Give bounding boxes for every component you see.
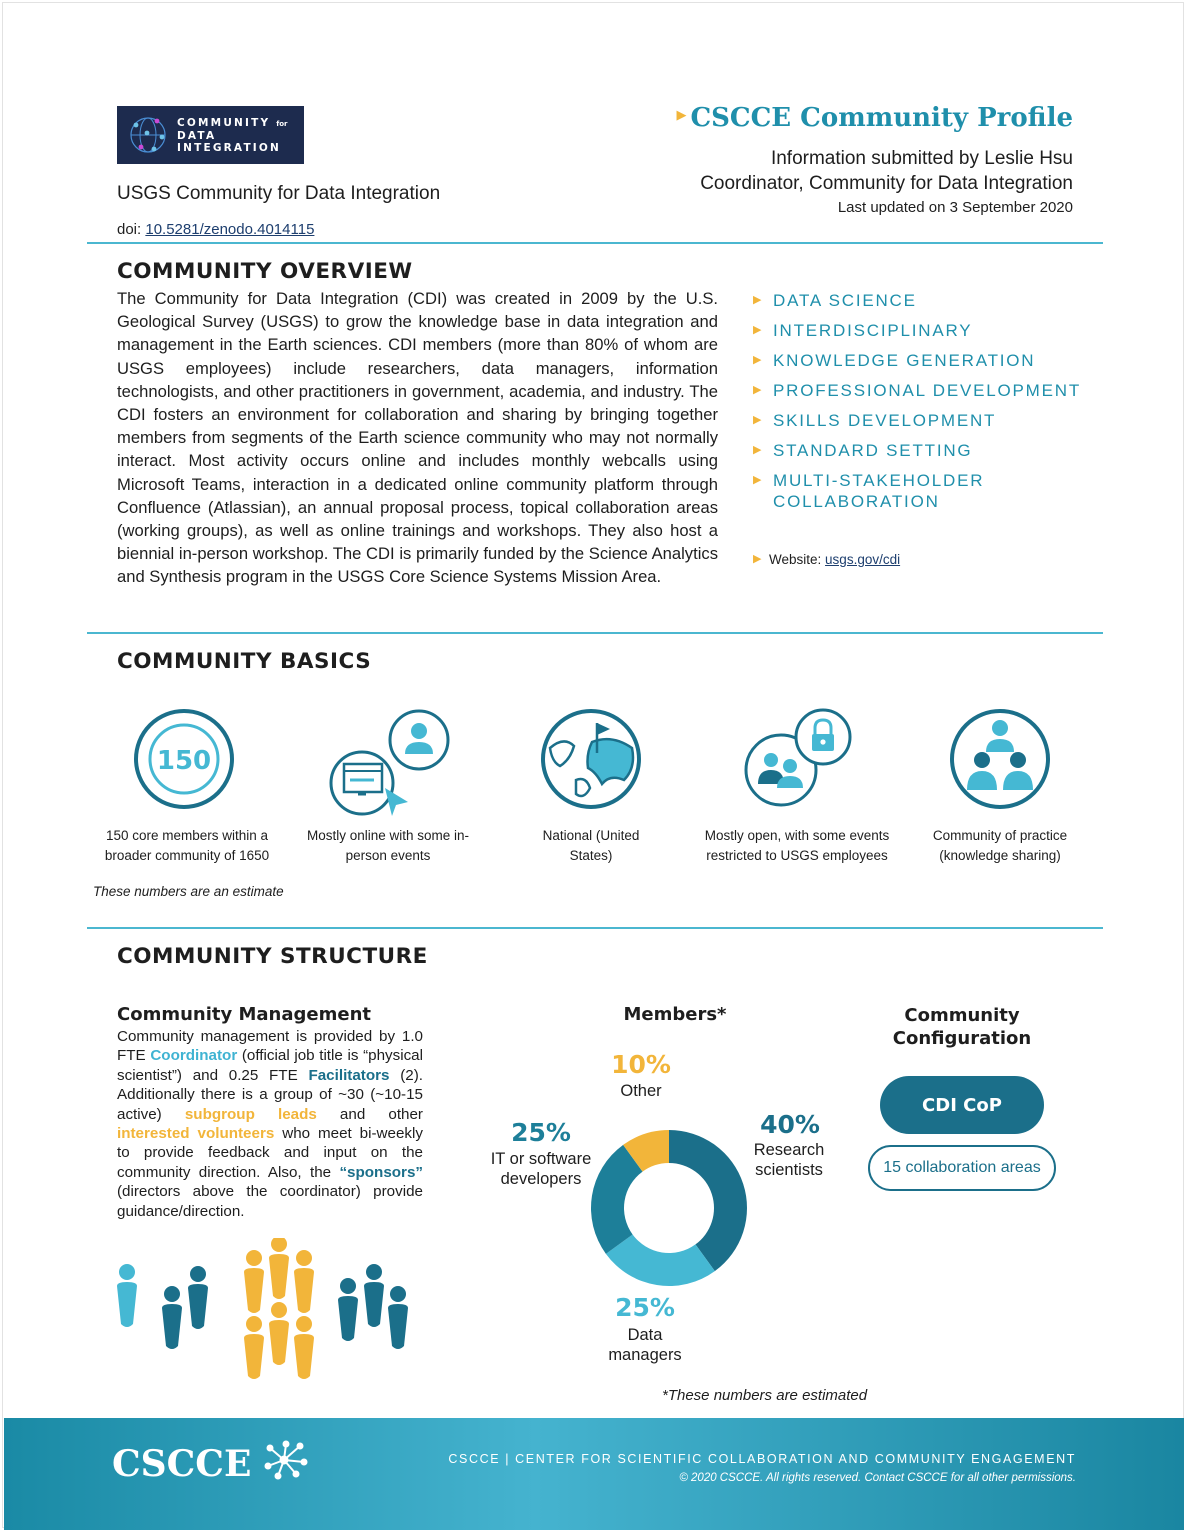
mgmt-volunteers: interested volunteers [117, 1125, 275, 1143]
people-illustration [110, 1238, 420, 1396]
submitter-block [700, 146, 1073, 196]
tag-item [753, 410, 1081, 431]
pct-data-managers: 25% [615, 1293, 675, 1322]
basics-heading: COMMUNITY BASICS [117, 649, 372, 674]
basic-item-type: Community of practice (knowledge sharing) [932, 828, 1068, 863]
basic-item-members: 150 core members within a broader community of 1650 [104, 828, 270, 863]
tag-item [753, 380, 1081, 401]
restricted-access-icon [741, 708, 857, 808]
donut-slice-research-scientists [669, 1130, 747, 1271]
triangle-bullet-icon: ▶ [753, 553, 762, 565]
cdi-cop-badge: CDI CoP [880, 1076, 1044, 1134]
mgmt-text-part: (2). Additionally there is a group of ~30 (~10-15 active) [117, 1066, 423, 1123]
mgmt-text-part: who meet bi-weekly to provide feedback and input on the community direction. Also, the [117, 1125, 423, 1181]
tag-label: DATA SCIENCE [773, 291, 917, 310]
website-line [753, 552, 900, 567]
profile-title [676, 103, 1073, 133]
footer-logo [112, 1440, 310, 1485]
tag-label: STANDARD SETTING [773, 441, 973, 460]
doi-line [117, 221, 314, 238]
triangle-bullet-icon: ▶ [753, 294, 762, 306]
org-name: USGS Community for Data Integration [117, 183, 441, 204]
tag-item [753, 470, 993, 512]
triangle-bullet-icon: ▶ [753, 474, 762, 486]
doi-label: doi: [117, 221, 142, 238]
pct-it: 25% [511, 1118, 571, 1147]
estimate-note: These numbers are an estimate [93, 884, 284, 899]
mgmt-text-part: Community management is provided by 1.0 FTE [117, 1028, 423, 1065]
tag-label: MULTI-STAKEHOLDER COLLABORATION [773, 471, 985, 511]
label-it: IT or software developers [490, 1150, 592, 1188]
collab-areas-badge: 15 collaboration areas [868, 1145, 1056, 1191]
label-data-managers: Data managers [608, 1326, 682, 1364]
mgmt-text-part: (official job title is “physical scientist”) and 0.25 FTE [117, 1047, 424, 1084]
mgmt-coordinator: Coordinator [150, 1047, 238, 1065]
triangle-bullet-icon: ▶ [753, 324, 762, 336]
network-globe-icon [127, 113, 169, 157]
pct-other: 10% [611, 1050, 671, 1079]
mgmt-subgroup-leads: subgroup leads [184, 1105, 317, 1123]
globe-flag-icon [540, 708, 642, 810]
tag-label: KNOWLEDGE GENERATION [773, 351, 1036, 370]
tag-item [753, 290, 1081, 311]
footer-logo-text: CSCCE [112, 1443, 252, 1485]
logo-for: for [276, 119, 288, 128]
config-heading: Community Configuration [892, 1005, 1032, 1049]
pct-research: 40% [760, 1110, 820, 1139]
cdi-logo [117, 106, 304, 164]
members-heading: Members* [623, 1004, 727, 1025]
mgmt-facilitators: Facilitators [308, 1066, 390, 1084]
member-count-icon [133, 708, 235, 810]
overview-text: The Community for Data Integration (CDI) was created in 2009 by the U.S. Geological Survey (USGS) to grow the knowledge base in data integration and management in the Earth sciences. CDI members (more than 80% of whom are USGS employees) include researchers, data managers, information technologists, and other practitioners in government, academia, and industry. The CDI fosters an environment for collaboration and sharing by bringing together members from segments of the Earth science community who may not normally interact. Most activity occurs online and includes monthly webcalls using Microsoft Teams, interaction in a dedicated online community platform through Confluence (Atlassian), an annual proposal process, topical collaboration areas (working groups), as well as online trainings and workshops. They also host a biennial in-person workshop. The CDI is primarily funded by the Science Analytics and Synthesis program in the USGS Core Science Systems Mission Area. [117, 289, 718, 587]
community-group-icon [949, 708, 1051, 810]
footer-org-name: CSCCE | CENTER FOR SCIENTIFIC COLLABORATION AND COMMUNITY ENGAGEMENT [448, 1452, 1076, 1466]
divider [87, 242, 1103, 244]
divider [87, 632, 1103, 634]
tag-item [753, 350, 1081, 371]
profile-title-text: CSCCE Community Profile [690, 103, 1073, 133]
tag-label: SKILLS DEVELOPMENT [773, 411, 997, 430]
footer-copyright: © 2020 CSCCE. All rights reserved. Contact CSCCE for all other permissions. [679, 1472, 1076, 1484]
logo-line-community: COMMUNITY [177, 116, 271, 129]
mgmt-text-part: and other [316, 1105, 423, 1123]
triangle-bullet-icon: ▶ [676, 108, 687, 123]
triangle-bullet-icon: ▶ [753, 354, 762, 366]
member-count-number: 150 [156, 746, 212, 776]
mgmt-sponsors: “sponsors” [339, 1163, 423, 1181]
divider [87, 927, 1103, 929]
mgmt-text [117, 1027, 423, 1221]
last-updated: Last updated on 3 September 2020 [837, 199, 1073, 216]
mgmt-heading: Community Management [117, 1004, 371, 1025]
triangle-bullet-icon: ▶ [753, 384, 762, 396]
members-donut-chart [586, 1125, 752, 1291]
overview-heading: COMMUNITY OVERVIEW [117, 259, 413, 284]
triangle-bullet-icon: ▶ [753, 444, 762, 456]
logo-line-data: DATA [177, 129, 217, 142]
structure-heading: COMMUNITY STRUCTURE [117, 944, 428, 969]
mgmt-text-part: (directors above the coordinator) provide guidance/direction. [117, 1183, 423, 1220]
doi-link[interactable]: 10.5281/zenodo.4014115 [145, 221, 315, 238]
submitted-by: Information submitted by Leslie Hsu [770, 148, 1073, 169]
tag-label: INTERDISCIPLINARY [773, 321, 973, 340]
members-estimate-note: *These numbers are estimated [662, 1387, 868, 1404]
tag-list [753, 290, 1081, 521]
basic-item-national: National (United States) [542, 828, 640, 863]
tag-item [753, 320, 1081, 341]
website-link[interactable]: usgs.gov/cdi [825, 552, 901, 567]
basic-item-openness: Mostly open, with some events restricted to USGS employees [704, 828, 890, 863]
submitter-role: Coordinator, Community for Data Integration [700, 173, 1073, 194]
network-burst-icon [264, 1440, 310, 1480]
label-other: Other [620, 1082, 662, 1100]
tag-item [753, 440, 1081, 461]
basic-item-online: Mostly online with some in-person events [306, 828, 470, 863]
triangle-bullet-icon: ▶ [753, 414, 762, 426]
website-label: Website: [769, 552, 822, 567]
tag-label: PROFESSIONAL DEVELOPMENT [773, 381, 1082, 400]
label-research: Research scientists [753, 1141, 825, 1179]
logo-line-integration: INTEGRATION [177, 141, 282, 154]
online-computer-icon [328, 708, 452, 822]
